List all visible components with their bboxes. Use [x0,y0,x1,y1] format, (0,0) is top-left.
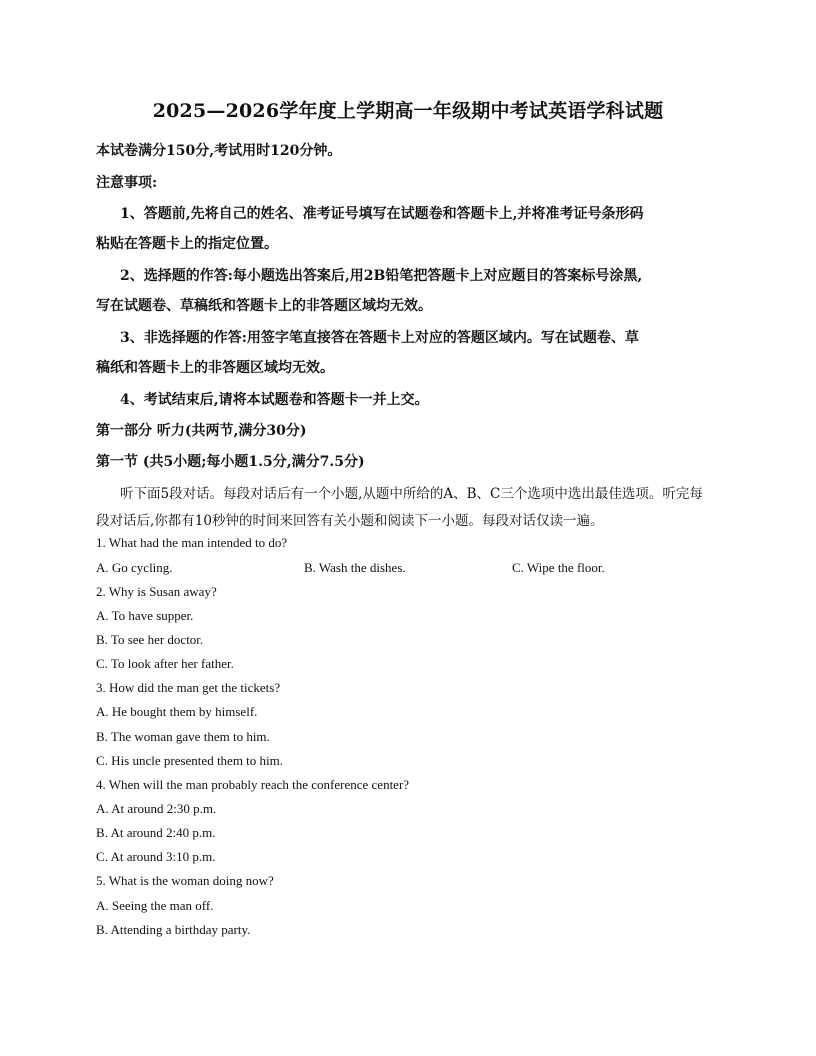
instructions-line-2: 段对话后,你都有10秒钟的时间来回答有关小题和阅读下一小题。每段对话仅读一遍。 [96,513,604,529]
question-2-option-a: A. To have supper. [96,608,194,623]
note-2-line-2: 写在试题卷、草稿纸和答题卡上的非答题区域均无效。 [96,298,432,314]
question-2-option-c: C. To look after her father. [96,656,234,671]
question-1: 1. What had the man intended to do? [96,535,288,550]
question-4-option-a: A. At around 2:30 p.m. [96,801,217,816]
question-4: 4. When will the man probably reach the conference center? [96,777,410,792]
question-1-options [96,560,696,576]
question-1-option-a: A. Go cycling. [96,560,173,575]
question-5: 5. What is the woman doing now? [96,873,274,888]
note-2-line-1: 2、选择题的作答:每小题选出答案后,用2B铅笔把答题卡上对应题目的答案标号涂黑, [120,268,643,284]
question-4-option-c: C. At around 3:10 p.m. [96,849,216,864]
part1-heading: 第一部分 听力(共两节,满分30分) [96,423,307,439]
question-1-option-b: B. Wash the dishes. [304,560,406,575]
question-2: 2. Why is Susan away? [96,584,217,599]
section1-heading: 第一节 (共5小题;每小题1.5分,满分7.5分) [96,454,365,470]
question-5-option-a: A. Seeing the man off. [96,898,214,913]
question-3-option-b: B. The woman gave them to him. [96,729,270,744]
exam-info: 本试卷满分150分,考试用时120分钟。 [96,143,342,159]
question-5-option-b: B. Attending a birthday party. [96,922,251,937]
note-1-line-1: 1、答题前,先将自己的姓名、准考证号填写在试题卷和答题卡上,并将准考证号条形码 [120,206,644,222]
exam-title: 2025—2026学年度上学期高一年级期中考试英语学科试题 [152,100,664,122]
question-4-option-b: B. At around 2:40 p.m. [96,825,216,840]
question-3-option-a: A. He bought them by himself. [96,704,258,719]
note-3-line-1: 3、非选择题的作答:用签字笔直接答在答题卡上对应的答题区域内。写在试题卷、草 [120,330,639,346]
question-2-option-b: B. To see her doctor. [96,632,204,647]
question-3: 3. How did the man get the tickets? [96,680,281,695]
notes-heading: 注意事项: [96,175,158,191]
note-1-line-2: 粘贴在答题卡上的指定位置。 [96,236,278,252]
question-1-option-c: C. Wipe the floor. [512,560,605,575]
note-3-line-2: 稿纸和答题卡上的非答题区域均无效。 [96,360,334,376]
note-4-line-1: 4、考试结束后,请将本试题卷和答题卡一并上交。 [120,392,429,408]
instructions-line-1: 听下面5段对话。每段对话后有一个小题,从题中所给的A、B、C三个选项中选出最佳选项。听完每 [120,486,703,502]
question-3-option-c: C. His uncle presented them to him. [96,753,284,768]
